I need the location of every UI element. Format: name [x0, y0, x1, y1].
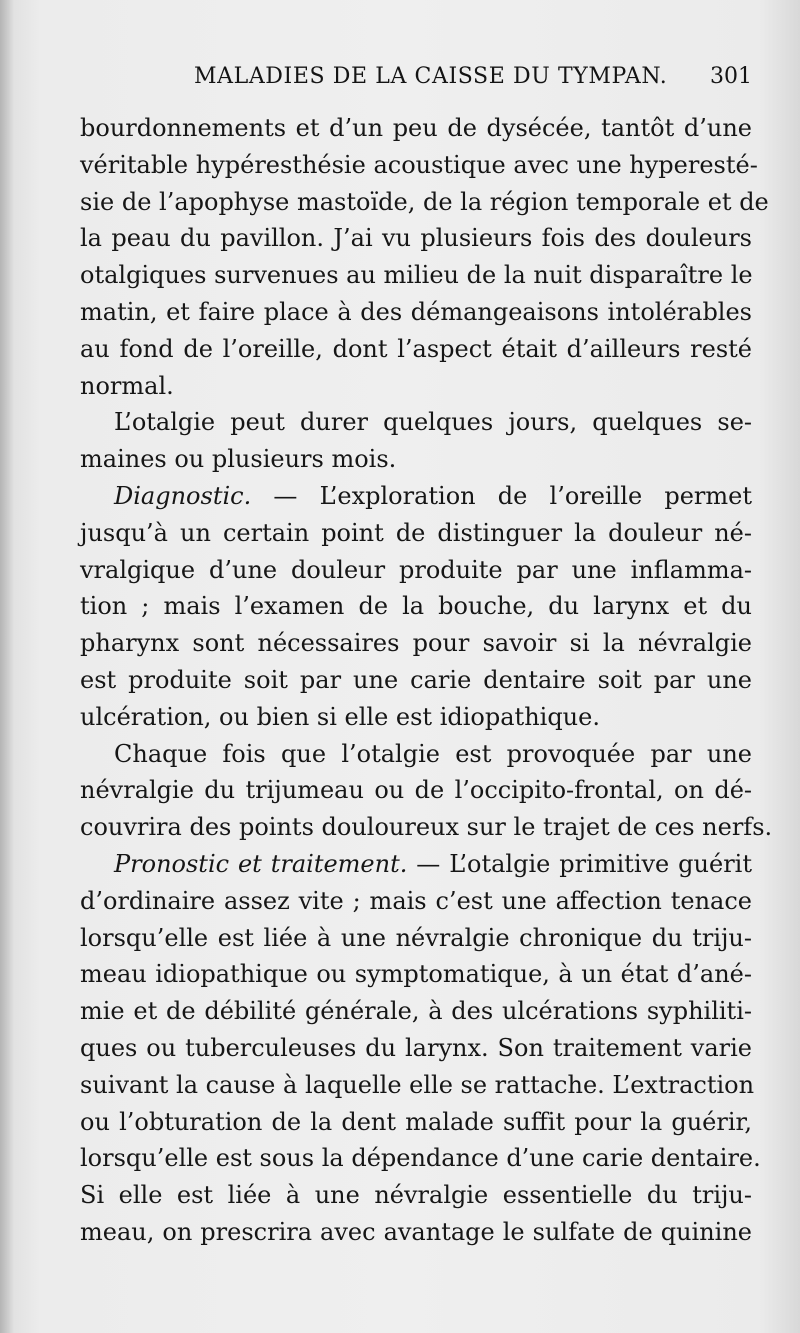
text-line: pharynx sont nécessaires pour savoir si la névralgie [80, 629, 752, 658]
text-line: L’otalgie peut durer quelques jours, quelques se- [114, 408, 752, 437]
text-line: meau idiopathique ou symptomatique, à un état d’ané- [80, 960, 752, 989]
text-line: Si elle est liée à une névralgie essentielle du triju- [80, 1181, 752, 1210]
text-line: normal. [80, 371, 174, 400]
text-line: lorsqu’elle est liée à une névralgie chronique du triju- [80, 923, 752, 952]
diagnostic-paragraph-start [80, 478, 752, 515]
text-line: meau, on prescrira avec avantage le sulfate de quinine [80, 1217, 752, 1246]
text-line: la peau du pavillon. J’ai vu plusieurs fois des douleurs [80, 224, 752, 253]
page-number: 301 [710, 64, 752, 89]
text-line: vralgique d’une douleur produite par une inflamma- [80, 555, 752, 584]
pronostic-heading: Pronostic et traitement. [114, 849, 408, 878]
text-line: jusqu’à un certain point de distinguer la douleur né- [80, 518, 752, 547]
text-line: suivant la cause à laquelle elle se rattache. L’extraction [80, 1070, 755, 1099]
text-line: au fond de l’oreille, dont l’aspect était d’ailleurs resté [80, 334, 752, 363]
text-line: ou l’obturation de la dent malade suffit pour la guérir, [80, 1107, 752, 1136]
text-line: mie et de débilité générale, à des ulcérations syphiliti- [80, 997, 752, 1026]
text-line: bourdonnements et d’un peu de dysécée, tantôt d’une [80, 114, 752, 142]
text-line: est produite soit par une carie dentaire soit par une [80, 665, 752, 694]
text-line: ulcération, ou bien si elle est idiopathique. [80, 702, 600, 731]
page-header [80, 64, 752, 104]
text-line: sie de l’apophyse mastoïde, de la région temporale et de [80, 187, 769, 216]
text-line: véritable hypéresthésie acoustique avec une hyperesté- [80, 150, 758, 179]
pronostic-paragraph-start [80, 846, 752, 883]
text-line: tion ; mais l’examen de la bouche, du larynx et du [80, 592, 752, 621]
text-line-fragment: — L’otalgie primitive guérit [416, 849, 752, 878]
text-line: d’ordinaire assez vite ; mais c’est une affection tenace [80, 886, 752, 915]
text-line: névralgie du trijumeau ou de l’occipito-frontal, on dé- [80, 776, 752, 805]
text-line: ques ou tuberculeuses du larynx. Son traitement varie [80, 1033, 752, 1062]
text-line: couvrira des points douloureux sur le trajet de ces nerfs. [80, 813, 773, 842]
running-head: MALADIES DE LA CAISSE DU TYMPAN. [194, 64, 668, 89]
text-line: otalgiques survenues au milieu de la nuit disparaître le [80, 261, 753, 290]
text-line: maines ou plusieurs mois. [80, 445, 397, 474]
text-line: Chaque fois que l’otalgie est provoquée par une [114, 739, 752, 768]
binding-shadow [0, 0, 14, 1333]
text-line: matin, et faire place à des démangeaisons intolérables [80, 297, 752, 326]
body-text [80, 110, 773, 1251]
text-line: lorsqu’elle est sous la dépendance d’une carie dentaire. [80, 1144, 761, 1173]
text-line-fragment: — L’exploration de l’oreille permet [273, 481, 752, 510]
diagnostic-heading: Diagnostic. [114, 481, 252, 510]
